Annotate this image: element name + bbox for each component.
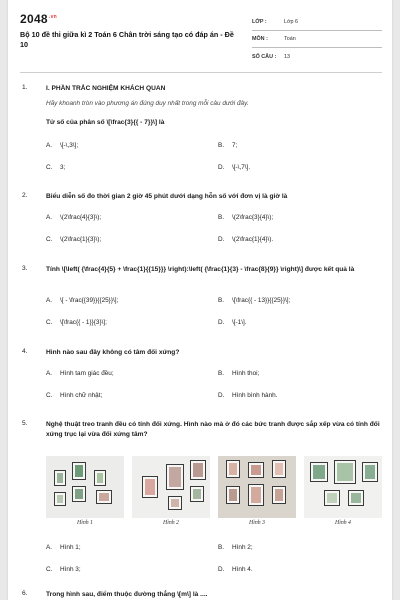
question-number: 2. [22,192,28,199]
figure-3-caption: Hình 3 [249,520,265,526]
question-text: Tử số của phân số \[\frac{3}{{ - 7}}\] là [46,119,165,126]
question-number: 3. [22,265,28,272]
document-header [20,12,382,70]
option-a[interactable]: A. Hình tam giác đều; [46,370,114,377]
option-b[interactable]: B. Hình 2; [218,544,253,551]
figure-2-caption: Hình 2 [163,520,179,526]
option-c[interactable]: C. \[\frac{{ - 1}}{3}\]; [46,319,107,326]
option-c[interactable]: C. Hình 3; [46,566,81,573]
question-text: Tính \[\left( {\frac{4}{5} + \frac{1}{{15}}} \right):\left( {\frac{1}{3} - \frac{8}{9}} \right)\] được kết quả là [46,266,355,273]
document-title: Bộ 10 đề thi giữa kì 2 Toán 6 Chân trời sáng tạo có đáp án - Đề 10 [20,30,234,49]
meta-value: 13 [284,53,290,60]
question-text: Biểu diễn số đo thời gian 2 giờ 45 phút dưới dạng hỗn số với đơn vị là giờ là [46,193,288,200]
meta-label: MÔN : [252,36,268,42]
question-4 [22,348,384,410]
document-page [8,0,392,600]
option-a[interactable]: A. \[-\,3\]; [46,142,79,149]
figure-row [40,456,384,524]
question-1 [22,84,384,176]
question-number: 5. [22,420,28,427]
figure-4-caption: Hình 4 [335,520,351,526]
meta-label: LỚP : [252,19,267,25]
site-logo[interactable] [20,12,57,26]
option-b[interactable]: B. 7; [218,142,238,149]
figure-3-image [218,456,296,518]
option-b[interactable]: B. Hình thoi; [218,370,260,377]
question-5 [22,420,384,580]
meta-label: SỐ CÂU : [252,53,277,60]
question-2 [22,192,384,254]
option-d[interactable]: D. Hình 4. [218,566,253,573]
section-title: I. PHẦN TRẮC NGHIỆM KHÁCH QUAN [46,85,166,92]
question-text: Trong hình sau, điểm thuộc đường thẳng \[m\] là .... [46,591,208,598]
option-d[interactable]: D. \[-1\]. [218,319,247,326]
question-text: Hình nào sau đây không có tâm đối xứng? [46,349,180,356]
meta-row-class [252,14,382,31]
question-6 [22,590,384,600]
figure-1-image [46,456,124,518]
meta-row-subject [252,31,382,48]
option-d[interactable]: D. \(2\frac{1}{4}\). [218,236,274,243]
question-number: 1. [22,84,28,91]
question-3 [22,265,384,337]
option-d[interactable]: D. \[-\,7\]. [218,164,251,171]
section-instruction: Hãy khoanh tròn vào phương án đúng duy nhất trong mỗi câu dưới đây. [46,100,249,107]
logo-text: 2048 [20,12,48,26]
meta-value: Toán [284,36,296,42]
option-c[interactable]: C. \(2\frac{1}{3}\); [46,236,102,243]
question-number: 6. [22,590,28,597]
option-d[interactable]: D. Hình bình hành. [218,392,278,399]
option-a[interactable]: A. Hình 1; [46,544,81,551]
figure-2-image [132,456,210,518]
question-text: Nghệ thuật treo tranh đều có tính đối xứng. Hình nào mà ở đó các bức tranh được sắp xếp vừa có tính đối xứng trục lại vừa đối xứng tâm? [46,421,380,438]
header-divider [20,72,382,73]
option-b[interactable]: B. \(2\frac{3}{4}\); [218,214,274,221]
meta-row-count [252,48,382,65]
meta-value: Lớp 6 [284,19,299,25]
meta-table [252,14,382,65]
figure-4-image [304,456,382,518]
option-c[interactable]: C. 3; [46,164,66,171]
option-a[interactable]: A. \[ - \frac{{39}}{{25}}\]; [46,297,119,304]
logo-suffix: .vn [48,14,58,20]
figure-1-caption: Hình 1 [77,520,93,526]
option-b[interactable]: B. \[\frac{{ - 13}}{{25}}\]; [218,297,291,304]
question-number: 4. [22,348,28,355]
option-c[interactable]: C. Hình chữ nhật; [46,392,103,399]
option-a[interactable]: A. \(2\frac{4}{3}\); [46,214,102,221]
